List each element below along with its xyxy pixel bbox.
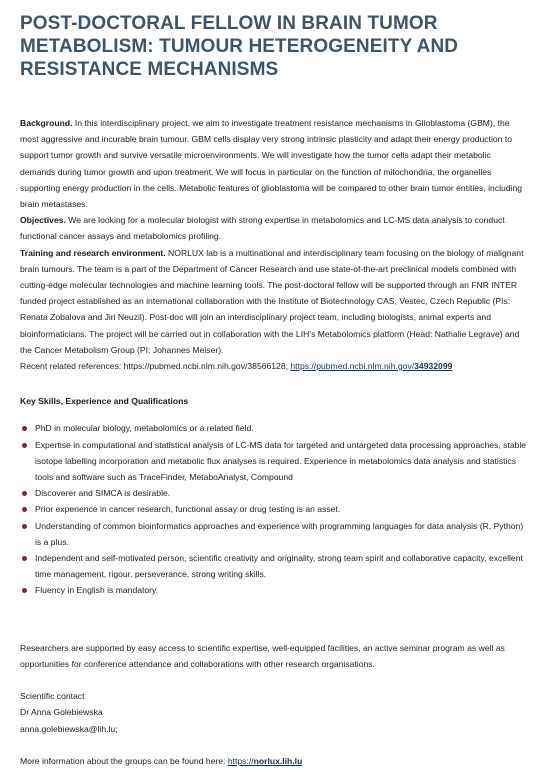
list-item: [20, 485, 527, 501]
job-description: [20, 115, 527, 374]
background-paragraph: [20, 115, 527, 212]
norlux-link[interactable]: [228, 756, 303, 766]
bullet-icon: [22, 524, 27, 529]
list-item: [20, 501, 527, 517]
list-item-text: Understanding of common bioinformatics approaches and experience with programming languages for data analysis (R, Python) is a plus.: [35, 520, 524, 547]
reference-link[interactable]: [290, 361, 452, 371]
bullet-icon: [22, 588, 27, 593]
page-title: POST-DOCTORAL FELLOW IN BRAIN TUMOR METABOLISM: TUMOUR HETEROGENEITY AND RESISTANCE MECHANISMS: [20, 13, 459, 80]
objectives-label: Objectives.: [20, 215, 66, 226]
bullet-icon: [22, 491, 27, 496]
list-item-text: Expertise in computational and statistical analysis of LC-MS data for targeted and untargeted data processing approaches, stable isotope labelling incorporation and metabolic flux analyses is required. Experience in metabolomics data analysis and statistics tools and software such as TraceFinder, MetaboAnalyst, Compound: [35, 439, 527, 483]
list-item-text: Independent and self-motivated person, scientific creativity and originality, strong team spirit and collaborative capacity, excellent time management, rigour, perseverance, strong writing skills.: [35, 553, 523, 580]
skills-list: [20, 420, 527, 598]
scientific-contact: [20, 688, 527, 737]
list-item: [20, 550, 527, 582]
list-item: [20, 518, 527, 550]
training-label: Training and research environment.: [20, 247, 166, 258]
bullet-icon: [22, 443, 27, 448]
reference-link-main: https://pubmed.ncbi.nlm.nih.gov/: [290, 361, 415, 372]
more-info-text: More information about the groups can be found here:: [20, 755, 228, 766]
objectives-text: We are looking for a molecular biologist with strong expertise in metabolomics and LC-MS data analysis to conduct functional cancer assays and metabolomics profiling.: [20, 215, 505, 242]
training-text: NORLUX lab is a multinational and interdisciplinary team focusing on the biology of malignant brain tumours. The team is a part of the Department of Cancer Research and use state-of-the-art preclinical models combined with cutting-edge molecular technologies and machine learning tools. The post-doctoral fellow will be supported through an FNR INTER funded project established as an international collaboration with the Institute of Biotechnology CAS, Vestec, Czech Republic (PIs: Renata Zobalova and Jiri Neuzil). Post-doc will join an interdisciplinary project team, including biologists, animal experts and bioinformaticians. The project will be carried out in collaboration with the LIH’s Metabolomics platform (Head: Nathalie Legrave) and the Cancer Metabolism Group (PI: Johannes Meiser).: [20, 247, 524, 355]
more-info: [20, 753, 527, 769]
training-paragraph: [20, 245, 527, 375]
list-item-text: Fluency in English is mandatory.: [35, 585, 159, 596]
references-text: Recent related references: https://pubmed.ncbi.nlm.nih.gov/38566128;: [20, 361, 291, 372]
list-item: [20, 437, 527, 486]
contact-email[interactable]: anna.golebiewska@lih.lu;: [20, 723, 118, 734]
background-label: Background.: [20, 118, 73, 128]
objectives-paragraph: [20, 212, 527, 244]
bullet-icon: [22, 507, 27, 512]
contact-label: Scientific contact: [20, 691, 85, 702]
list-item-text: Prior experience in cancer research, functional assay or drug testing is an asset.: [35, 504, 341, 515]
bullet-icon: [22, 556, 27, 561]
norlux-link-prefix: https://: [227, 755, 254, 766]
skills-heading: Key Skills, Experience and Qualifications: [20, 396, 189, 407]
list-item-text: Discoverer and SIMCA is desirable.: [35, 488, 171, 499]
list-item-text: PhD in molecular biology, metabolomics or a related field.: [35, 423, 254, 434]
support-paragraph: Researchers are supported by easy access to scientific expertise, well-equipped facilities, an active seminar program as well as opportunities for conference attendance and collaborations with other research organisations.: [20, 642, 505, 669]
background-text: In this interdisciplinary project, we aim to investigate treatment resistance mechanisms in Glioblastoma (GBM), the most aggressive and incurable brain tumour. GBM cells display very strong intrinsic plasticity and adapt their energy production to support tumor growth and survive versatile microenvironments. We will investigate how the tumor cells adapt their metabolic demands during tumor growth and upon treatment. We will focus in particular on the function of mitochondria, the organelles supporting energy production in the cells. Metabolic features of glioblastoma will be compared to other brain tumor entities, including brain metastases.: [20, 118, 523, 210]
contact-name: Dr Anna Golebiewska: [20, 707, 103, 718]
list-item: [20, 420, 527, 436]
bullet-icon: [22, 426, 27, 431]
reference-link-id: 34932099: [414, 361, 453, 372]
norlux-link-domain: norlux.lih.lu: [253, 755, 303, 766]
list-item: [20, 582, 527, 598]
